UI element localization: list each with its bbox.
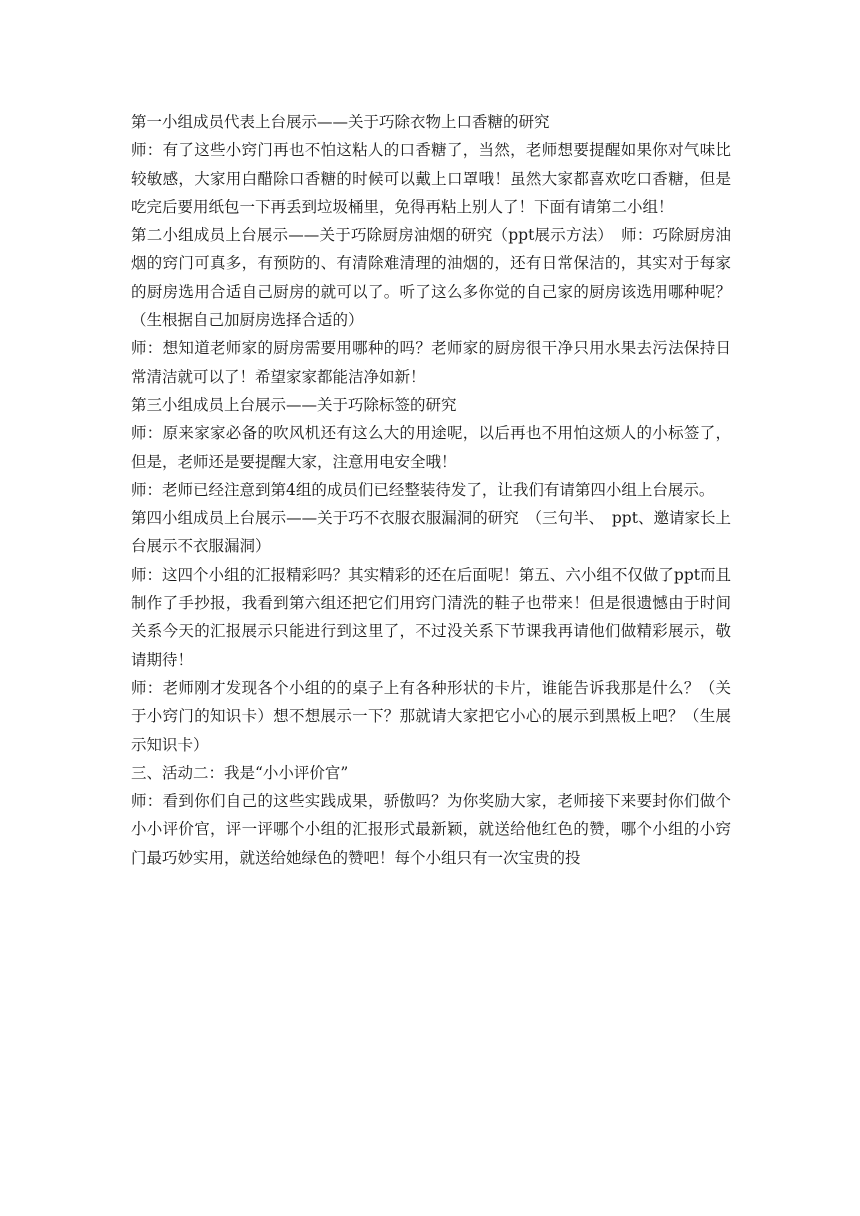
paragraph-teacher-kitchen: 师：想知道老师家的厨房需要用哪种的吗？老师家的厨房很干净只用水果去污法保持日常清洁就可以了！希望家家都能洁净如新！ <box>131 339 731 386</box>
paragraph-group3-title: 第三小组成员上台展示——关于巧除标签的研究 <box>131 395 457 414</box>
paragraph-group2-smoke: 第二小组成员上台展示——关于巧除厨房油烟的研究（ppt展示方法） 师：巧除厨房油烟的窍门可真多，有预防的、有清除难清理的油烟的，还有日常保洁的，其实对于每家的厨房选用合适自己厨房的就可以了。听了这么多你觉的自己家的厨房该选用哪种呢？（生根据自己加厨房选择合适的） <box>131 226 731 330</box>
paragraph-teacher-gum: 师：有了这些小窍门再也不怕这粘人的口香糖了，当然，老师想要提醒如果你对气味比较敏感，大家用白醋除口香糖的时候可以戴上口罩哦！虽然大家都喜欢吃口香糖，但是吃完后要用纸包一下再丢到垃圾桶里，免得再粘上别人了！下面有请第二小组！ <box>131 141 731 216</box>
paragraph-teacher-label: 师：原来家家必备的吹风机还有这么大的用途呢，以后再也不用怕这烦人的小标签了，但是，老师还是要提醒大家，注意用电安全哦！ <box>131 424 731 471</box>
paragraph-teacher-group4-intro: 师：老师已经注意到第4组的成员们已经整装待发了，让我们有请第四小组上台展示。 <box>131 480 715 499</box>
paragraph-group4-title: 第四小组成员上台展示——关于巧不衣服衣服漏洞的研究 （三句半、 ppt、邀请家长上台展示不衣服漏洞） <box>131 509 731 556</box>
paragraph-group1-title: 第一小组成员代表上台展示——关于巧除衣物上口香糖的研究 <box>131 113 550 131</box>
paragraph-teacher-evaluation: 师：看到你们自己的这些实践成果，骄傲吗？为你奖励大家，老师接下来要封你们做个小小评价官，评一评哪个小组的汇报形式最新颖，就送给他红色的赞，哪个小组的小窍门最巧妙实用，就送给她绿色的赞吧！每个小组只有一次宝贵的投 <box>131 792 731 867</box>
section-heading-activity2: 三、活动二：我是“小小评价官” <box>131 763 349 782</box>
paragraph-teacher-summary: 师：这四个小组的汇报精彩吗？其实精彩的还在后面呢！第五、六小组不仅做了ppt而且制作了手抄报，我看到第六组还把它们用窍门清洗的鞋子也带来！但是很遗憾由于时间关系今天的汇报展示只能进行到这里了，不过没关系下节课我再请他们做精彩展示，敬请期待！ <box>131 565 731 669</box>
paragraph-teacher-cards: 师：老师刚才发现各个小组的的桌子上有各种形状的卡片，谁能告诉我那是什么？（关于小窍门的知识卡）想不想展示一下？那就请大家把它小心的展示到黑板上吧？（生展示知识卡） <box>131 678 731 754</box>
document-body <box>131 108 731 872</box>
